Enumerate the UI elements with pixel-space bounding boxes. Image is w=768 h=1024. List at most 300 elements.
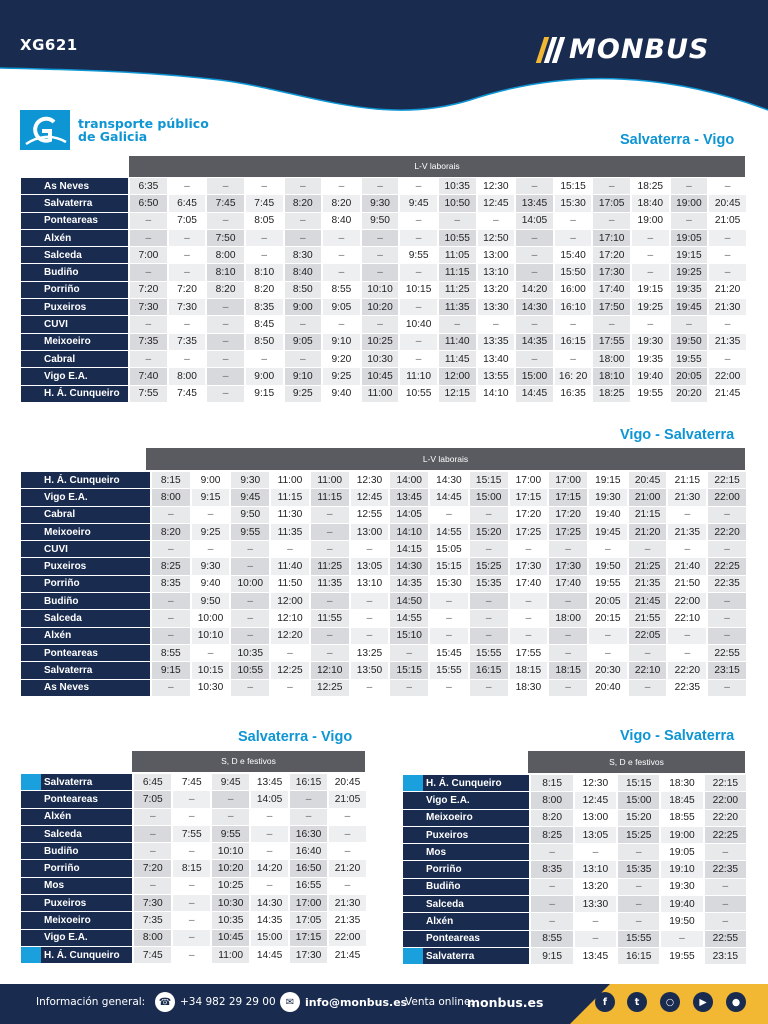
departure-time: – bbox=[231, 558, 269, 574]
departure-time: 9:15 bbox=[192, 489, 230, 505]
departure-time: 19:50 bbox=[669, 916, 695, 928]
weekday-return-timetable bbox=[19, 471, 748, 697]
departure-time: 19:25 bbox=[632, 299, 669, 315]
departure-time: 12:30 bbox=[483, 180, 509, 192]
timetable-row bbox=[403, 827, 746, 843]
departure-time: 19:35 bbox=[637, 353, 664, 365]
departure-time: 19:25 bbox=[671, 264, 708, 280]
departure-time: 16: 20 bbox=[555, 368, 592, 384]
departure-time: 14:50 bbox=[390, 593, 428, 609]
timetable-row bbox=[21, 930, 366, 946]
departure-time: – bbox=[439, 213, 476, 229]
departure-time: 20:45 bbox=[709, 195, 746, 211]
timetable-row bbox=[403, 931, 746, 947]
station-name: Cabral bbox=[21, 507, 150, 523]
departure-time: 8:30 bbox=[285, 247, 322, 263]
departure-time: 18:55 bbox=[669, 812, 695, 824]
departure-time: 14:35 bbox=[516, 334, 553, 350]
station-name: Budiño bbox=[21, 264, 128, 280]
departure-time: – bbox=[173, 791, 210, 807]
timetable-row bbox=[21, 386, 746, 402]
departure-time: – bbox=[188, 949, 195, 961]
departure-time: 9:15 bbox=[254, 388, 275, 400]
departure-time: – bbox=[400, 334, 437, 350]
departure-time: – bbox=[705, 896, 746, 912]
departure-time: 17:20 bbox=[593, 247, 630, 263]
departure-time: 22:25 bbox=[705, 827, 746, 843]
station-name: Salvaterra bbox=[21, 662, 150, 678]
departure-time: – bbox=[266, 845, 273, 857]
departure-time: 10:40 bbox=[405, 319, 432, 331]
departure-time: 8:00 bbox=[169, 368, 206, 384]
departure-time: 14:15 bbox=[390, 541, 428, 557]
departure-time: 19:50 bbox=[671, 334, 708, 350]
departure-time: 11:35 bbox=[439, 299, 476, 315]
departure-time: 9:15 bbox=[531, 948, 572, 964]
departure-time: – bbox=[188, 811, 195, 823]
departure-time: – bbox=[390, 645, 428, 661]
departure-time: 22:15 bbox=[705, 775, 746, 791]
departure-time: 19:00 bbox=[637, 215, 664, 227]
departure-time: 21:05 bbox=[714, 215, 741, 227]
departure-time: 14:45 bbox=[256, 949, 283, 961]
departure-time: – bbox=[338, 180, 345, 192]
departure-time: – bbox=[173, 930, 210, 946]
xunta-transport-logo bbox=[20, 110, 209, 150]
station-name: Salvaterra bbox=[21, 195, 128, 211]
departure-time: 12:15 bbox=[439, 386, 476, 402]
departure-time: 11:00 bbox=[311, 472, 349, 488]
departure-time: – bbox=[618, 896, 659, 912]
departure-time: 8:15 bbox=[152, 472, 190, 488]
departure-time: 17:40 bbox=[549, 576, 587, 592]
twitter-icon[interactable]: t bbox=[627, 992, 647, 1012]
station-name: Porriño bbox=[403, 861, 529, 877]
departure-time: – bbox=[285, 351, 322, 367]
departure-time: 17:30 bbox=[510, 558, 548, 574]
departure-time: 8:40 bbox=[285, 264, 322, 280]
departure-time: 12:00 bbox=[439, 368, 476, 384]
departure-time: – bbox=[323, 264, 360, 280]
departure-time: 22:20 bbox=[668, 662, 706, 678]
departure-time: 19:55 bbox=[637, 388, 664, 400]
departure-time: 8:55 bbox=[531, 931, 572, 947]
departure-time: 14:10 bbox=[390, 524, 428, 540]
departure-time: 12:10 bbox=[311, 662, 349, 678]
departure-time: – bbox=[531, 844, 572, 860]
departure-time: 8:55 bbox=[152, 645, 190, 661]
departure-time: 12:30 bbox=[582, 777, 609, 789]
departure-time: 22:10 bbox=[674, 613, 701, 625]
departure-time: – bbox=[570, 215, 576, 227]
departure-time: 14:30 bbox=[436, 474, 462, 486]
departure-time: 7:20 bbox=[177, 284, 197, 296]
departure-time: 9:15 bbox=[152, 662, 190, 678]
departure-time: 21:45 bbox=[629, 593, 667, 609]
timetable-row bbox=[403, 948, 746, 964]
departure-time: – bbox=[593, 178, 630, 194]
departure-time: 22:10 bbox=[629, 662, 667, 678]
departure-time: – bbox=[287, 543, 293, 555]
departure-time: 22:35 bbox=[708, 576, 746, 592]
departure-time: – bbox=[207, 351, 244, 367]
departure-time: – bbox=[362, 230, 399, 246]
departure-time: 13:50 bbox=[351, 662, 389, 678]
departure-time: 13:45 bbox=[516, 195, 553, 211]
timetable-row bbox=[21, 912, 366, 928]
departure-time: – bbox=[549, 680, 587, 696]
departure-time: 10:35 bbox=[212, 912, 249, 928]
timetable-row bbox=[21, 247, 746, 263]
chat-icon[interactable]: ● bbox=[726, 992, 746, 1012]
departure-time: 8:35 bbox=[152, 576, 190, 592]
station-name: Budiño bbox=[21, 593, 150, 609]
departure-time: 21:00 bbox=[629, 489, 667, 505]
departure-time: 8:20 bbox=[323, 195, 360, 211]
departure-time: 10:50 bbox=[439, 195, 476, 211]
departure-time: 14:10 bbox=[483, 388, 509, 400]
departure-time: – bbox=[470, 628, 508, 644]
station-name: Meixoeiro bbox=[21, 524, 150, 540]
departure-time: – bbox=[366, 682, 373, 694]
departure-time: – bbox=[207, 213, 244, 229]
departure-time: – bbox=[430, 593, 468, 609]
departure-time: 15:55 bbox=[430, 662, 468, 678]
departure-time: 16:30 bbox=[290, 826, 327, 842]
departure-time: – bbox=[589, 628, 627, 644]
departure-time: – bbox=[618, 913, 659, 929]
departure-time: 13:00 bbox=[483, 249, 509, 261]
departure-time: 21:45 bbox=[714, 388, 741, 400]
timetable-row bbox=[21, 878, 366, 894]
departure-time: 18:10 bbox=[593, 368, 630, 384]
departure-time: 10:30 bbox=[362, 351, 399, 367]
departure-time: 19:55 bbox=[595, 578, 621, 590]
departure-time: 23:15 bbox=[705, 948, 746, 964]
departure-time: 15:25 bbox=[470, 558, 508, 574]
departure-time: 22:00 bbox=[329, 930, 366, 946]
departure-time: 22:00 bbox=[709, 368, 746, 384]
departure-time: – bbox=[493, 215, 499, 227]
departure-time: 12:25 bbox=[311, 680, 349, 696]
footer-email[interactable]: info@monbus.es bbox=[305, 996, 408, 1009]
facebook-icon[interactable]: f bbox=[595, 992, 615, 1012]
departure-time: 15:15 bbox=[618, 775, 659, 791]
departure-time: 19:45 bbox=[671, 299, 708, 315]
station-name: Budiño bbox=[21, 843, 132, 859]
departure-time: 7:30 bbox=[130, 299, 167, 315]
departure-time: – bbox=[549, 628, 587, 644]
departure-time: 10:10 bbox=[362, 282, 399, 298]
departure-time: – bbox=[130, 316, 167, 332]
timetable-row bbox=[21, 809, 366, 825]
departure-time: – bbox=[188, 845, 195, 857]
departure-time: 13:10 bbox=[356, 578, 383, 590]
station-name: Alxén bbox=[21, 809, 132, 825]
departure-time: 18:25 bbox=[593, 386, 630, 402]
departure-time: 11:40 bbox=[271, 558, 309, 574]
departure-time: 7:05 bbox=[134, 791, 171, 807]
departure-time: – bbox=[152, 507, 190, 523]
station-name: Salvaterra bbox=[21, 774, 132, 790]
departure-time: – bbox=[261, 249, 268, 261]
departure-time: – bbox=[311, 645, 349, 661]
departure-time: 10:45 bbox=[212, 930, 249, 946]
departure-time: – bbox=[470, 593, 508, 609]
timetable-row bbox=[21, 947, 366, 963]
departure-time: – bbox=[708, 680, 746, 696]
departure-time: 18:30 bbox=[515, 682, 542, 694]
departure-time: – bbox=[344, 811, 351, 823]
departure-time: 9:50 bbox=[362, 213, 399, 229]
timetable-row bbox=[403, 896, 746, 912]
departure-time: 10:55 bbox=[439, 230, 476, 246]
departure-time: 13:30 bbox=[478, 299, 515, 315]
footer-info-label: Información general: bbox=[36, 996, 146, 1008]
departure-time: – bbox=[351, 628, 389, 644]
departure-time: – bbox=[705, 879, 746, 895]
station-name: Vigo E.A. bbox=[21, 489, 150, 505]
station-name: Ponteareas bbox=[21, 213, 128, 229]
departure-time: – bbox=[231, 680, 269, 696]
departure-time: 17:00 bbox=[290, 895, 327, 911]
departure-time: – bbox=[338, 319, 345, 331]
departure-time: – bbox=[231, 593, 269, 609]
departure-time: 21:35 bbox=[668, 524, 706, 540]
departure-time: 15:30 bbox=[436, 578, 462, 590]
departure-time: – bbox=[351, 593, 389, 609]
departure-time: – bbox=[173, 895, 210, 911]
station-name: Salceda bbox=[403, 896, 529, 912]
departure-time: 12:50 bbox=[478, 230, 515, 246]
station-name: Alxén bbox=[21, 628, 150, 644]
station-name: Salceda bbox=[21, 247, 128, 263]
departure-time: 17:30 bbox=[593, 264, 630, 280]
we-ret-band: S, D e festivos bbox=[528, 751, 745, 773]
departure-time: 8:20 bbox=[207, 282, 244, 298]
footer-phone[interactable]: +34 982 29 29 00 bbox=[180, 996, 276, 1008]
departure-time: 15:15 bbox=[560, 180, 586, 192]
departure-time: 14:35 bbox=[256, 915, 283, 927]
departure-time: – bbox=[647, 319, 654, 331]
departure-time: 12:25 bbox=[271, 662, 309, 678]
timetable-row bbox=[21, 368, 746, 384]
departure-time: 8:20 bbox=[285, 195, 322, 211]
departure-time: 23:15 bbox=[708, 662, 746, 678]
departure-time: 19:05 bbox=[669, 846, 695, 858]
departure-time: 7:30 bbox=[134, 895, 171, 911]
departure-time: – bbox=[134, 826, 171, 842]
timetable-row bbox=[21, 860, 366, 876]
departure-time: 8:00 bbox=[152, 489, 190, 505]
timetable-row bbox=[21, 895, 366, 911]
departure-time: – bbox=[184, 353, 190, 365]
youtube-icon[interactable]: ▶ bbox=[693, 992, 713, 1012]
departure-time: – bbox=[311, 593, 349, 609]
departure-time: 8:25 bbox=[152, 558, 190, 574]
departure-time: 8:40 bbox=[331, 215, 352, 227]
departure-time: – bbox=[632, 230, 669, 246]
timetable-row bbox=[403, 913, 746, 929]
departure-time: 14:55 bbox=[390, 610, 428, 626]
departure-time: 8:50 bbox=[246, 334, 283, 350]
departure-time: – bbox=[207, 299, 244, 315]
departure-time: 12:45 bbox=[575, 792, 616, 808]
departure-time: – bbox=[152, 593, 190, 609]
departure-time: – bbox=[266, 811, 273, 823]
departure-time: – bbox=[592, 916, 599, 928]
weekend-return-timetable bbox=[401, 774, 748, 965]
departure-time: 12:20 bbox=[271, 628, 309, 644]
departure-time: 9:55 bbox=[231, 524, 269, 540]
departure-time: – bbox=[184, 249, 190, 261]
departure-time: 9:40 bbox=[331, 388, 352, 400]
departure-time: – bbox=[285, 230, 322, 246]
departure-time: – bbox=[647, 249, 654, 261]
departure-time: – bbox=[207, 368, 244, 384]
departure-time: 19:30 bbox=[632, 334, 669, 350]
departure-time: – bbox=[285, 213, 322, 229]
departure-time: 21:50 bbox=[674, 578, 701, 590]
departure-time: 7:35 bbox=[169, 334, 206, 350]
departure-time: 17:15 bbox=[290, 930, 327, 946]
departure-time: 14:05 bbox=[251, 791, 288, 807]
departure-time: 11:10 bbox=[400, 368, 437, 384]
departure-time: – bbox=[531, 896, 572, 912]
departure-time: 17:50 bbox=[593, 299, 630, 315]
departure-time: 22:35 bbox=[674, 682, 701, 694]
departure-time: 15:30 bbox=[555, 195, 592, 211]
departure-time: 20:20 bbox=[671, 386, 708, 402]
departure-time: 8:00 bbox=[207, 247, 244, 263]
departure-time: 7:45 bbox=[207, 195, 244, 211]
departure-time: 21:15 bbox=[629, 507, 667, 523]
departure-time: – bbox=[724, 353, 731, 365]
departure-time: 19:30 bbox=[669, 881, 695, 893]
departure-time: 8:35 bbox=[531, 861, 572, 877]
departure-time: 8:25 bbox=[531, 827, 572, 843]
route-code: XG621 bbox=[20, 36, 78, 54]
departure-time: – bbox=[555, 230, 592, 246]
departure-time: 7:20 bbox=[130, 282, 167, 298]
departure-time: – bbox=[575, 931, 616, 947]
departure-time: 9:00 bbox=[285, 299, 322, 315]
station-name: Ponteareas bbox=[21, 645, 150, 661]
departure-time: – bbox=[470, 680, 508, 696]
departure-time: 10:15 bbox=[405, 284, 432, 296]
departure-time: 7:45 bbox=[181, 776, 202, 788]
departure-time: 17:15 bbox=[549, 489, 587, 505]
departure-time: 8:20 bbox=[531, 810, 572, 826]
station-name: Ponteareas bbox=[403, 931, 529, 947]
station-name: Meixoeiro bbox=[403, 810, 529, 826]
departure-time: 9:45 bbox=[400, 195, 437, 211]
departure-time: – bbox=[285, 316, 322, 332]
departure-time: 21:30 bbox=[329, 895, 366, 911]
departure-time: 17:00 bbox=[515, 474, 542, 486]
departure-time: 11:05 bbox=[439, 247, 476, 263]
departure-time: – bbox=[290, 809, 327, 825]
departure-time: 12:55 bbox=[356, 509, 383, 521]
departure-time: 9:45 bbox=[231, 489, 269, 505]
departure-time: 13:45 bbox=[256, 776, 283, 788]
departure-time: 22:00 bbox=[708, 489, 746, 505]
station-name: H. Á. Cunqueiro bbox=[21, 386, 128, 402]
station-name: Puxeiros bbox=[21, 299, 128, 315]
logo-text-line2: de Galicia bbox=[78, 129, 148, 144]
departure-time: 19:50 bbox=[589, 558, 627, 574]
departure-time: – bbox=[516, 316, 553, 332]
departure-time: 8:20 bbox=[254, 284, 275, 296]
departure-time: 10:10 bbox=[192, 628, 230, 644]
departure-time: 11:45 bbox=[439, 351, 476, 367]
departure-time: 9:45 bbox=[212, 774, 249, 790]
departure-time: 11:00 bbox=[362, 386, 399, 402]
departure-time: 18:30 bbox=[669, 777, 695, 789]
departure-time: – bbox=[152, 610, 190, 626]
departure-time: – bbox=[708, 507, 746, 523]
station-name: H. Á. Cunqueiro bbox=[21, 472, 150, 488]
timetable-row bbox=[21, 282, 746, 298]
instagram-icon[interactable]: ○ bbox=[660, 992, 680, 1012]
station-name: Puxeiros bbox=[21, 558, 150, 574]
station-name: Ponteareas bbox=[21, 791, 132, 807]
departure-time: – bbox=[592, 846, 599, 858]
timetable-row bbox=[21, 178, 746, 194]
departure-time: 20:45 bbox=[334, 776, 361, 788]
departure-time: – bbox=[169, 264, 206, 280]
station-name: Salceda bbox=[21, 826, 132, 842]
departure-time: 7:55 bbox=[173, 826, 210, 842]
departure-time: – bbox=[134, 878, 171, 894]
departure-time: 11:55 bbox=[311, 610, 349, 626]
footer-sales-site[interactable]: monbus.es bbox=[467, 995, 544, 1010]
departure-time: – bbox=[708, 593, 746, 609]
departure-time: 9:25 bbox=[192, 524, 230, 540]
departure-time: 22:25 bbox=[708, 558, 746, 574]
departure-time: – bbox=[362, 264, 399, 280]
departure-time: 9:20 bbox=[331, 353, 352, 365]
departure-time: – bbox=[570, 353, 576, 365]
departure-time: – bbox=[549, 645, 587, 661]
departure-time: 10:10 bbox=[212, 843, 249, 859]
departure-time: 14:30 bbox=[516, 299, 553, 315]
departure-time: 14:05 bbox=[390, 507, 428, 523]
departure-time: 22:35 bbox=[705, 861, 746, 877]
timetable-row bbox=[21, 662, 746, 678]
departure-time: – bbox=[510, 593, 548, 609]
departure-time: 10:25 bbox=[362, 334, 399, 350]
departure-time: – bbox=[231, 610, 269, 626]
departure-time: 13:00 bbox=[351, 524, 389, 540]
departure-time: – bbox=[430, 628, 468, 644]
timetable-row bbox=[21, 826, 366, 842]
departure-time: 10:25 bbox=[212, 878, 249, 894]
departure-time: 17:30 bbox=[549, 558, 587, 574]
departure-time: – bbox=[231, 541, 269, 557]
departure-time: – bbox=[629, 645, 667, 661]
station-name: Mos bbox=[21, 878, 132, 894]
departure-time: 11:30 bbox=[277, 509, 303, 521]
departure-time: 22:05 bbox=[629, 628, 667, 644]
departure-time: – bbox=[516, 178, 553, 194]
departure-time: 8:35 bbox=[246, 299, 283, 315]
footer-sales-label: Venta online: bbox=[405, 996, 474, 1008]
departure-time: – bbox=[285, 178, 322, 194]
departure-time: – bbox=[516, 247, 553, 263]
departure-time: 22:55 bbox=[705, 931, 746, 947]
departure-time: – bbox=[593, 316, 630, 332]
